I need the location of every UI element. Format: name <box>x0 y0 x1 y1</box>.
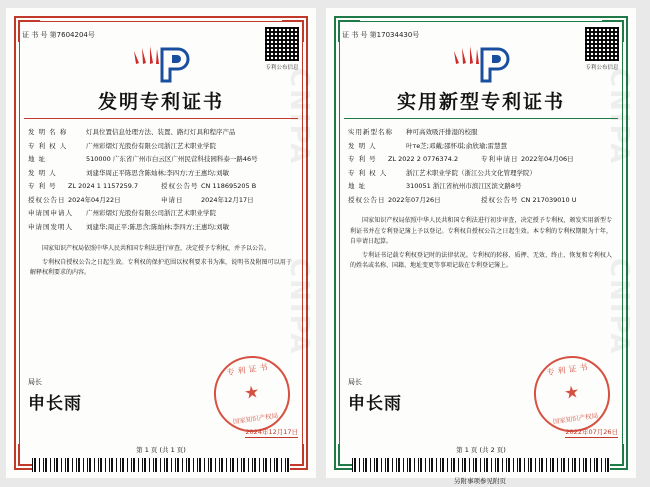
certificate-number: 证 书 号 第17034430号 <box>342 31 420 39</box>
field-label: 授权公告号 <box>161 182 199 191</box>
field-label: 实用新型名称 <box>348 128 393 136</box>
field-value: 2024年12月17日 <box>201 195 254 204</box>
qr-code-icon[interactable] <box>264 26 300 62</box>
watermark-cnipa: CNIPA <box>604 258 634 356</box>
seal-date: 2022年07月26日 <box>565 428 618 436</box>
field-row <box>28 222 294 232</box>
seal-bottom-text: 国家知识产权局 <box>232 411 279 426</box>
field-row <box>348 195 614 205</box>
field-value: 310051 浙江省杭州市滨江区滨文路8号 <box>406 182 522 191</box>
star-icon: ★ <box>242 382 261 404</box>
field-row <box>348 168 614 178</box>
qr-code-label: 专利公布信息 <box>265 65 299 71</box>
barcode <box>352 458 610 472</box>
field-row <box>28 154 294 164</box>
field-value: ZL 2024 1 1157259.7 <box>68 182 139 191</box>
signature-name: 申长雨 <box>348 394 402 414</box>
field-row <box>348 154 614 164</box>
field-label: 专利申请日 <box>481 155 519 164</box>
page-number: 第 1 页 (共 1 页) <box>136 446 186 454</box>
field-value: 2024年04月22日 <box>68 195 121 204</box>
field-row <box>28 181 294 191</box>
title-divider <box>24 118 298 119</box>
field-row <box>28 141 294 151</box>
certificate-title: 发明专利证书 <box>97 91 224 113</box>
watermark-cnipa: CNIPA <box>604 68 634 166</box>
star-icon: ★ <box>562 382 581 404</box>
certificate-fields <box>22 127 300 232</box>
field-label: 地 址 <box>348 182 367 191</box>
field-row <box>348 127 614 137</box>
field-value: 灯具位置信息处理方法、装置、路灯灯具和程序产品 <box>86 128 236 136</box>
field-value: 2022年07月26日 <box>388 195 441 204</box>
legal-note-paragraph: 专利权自授权公告之日起生效。专利权的保护范围以权利要求书为准，说明书及附图可以用于解释权利要求的内容。 <box>30 258 292 276</box>
field-label: 专 利 号 <box>348 155 377 164</box>
legal-note <box>22 236 300 279</box>
certificate-number: 证 书 号 第7604204号 <box>22 31 95 39</box>
seal-top-text: 专利证书 <box>546 362 592 378</box>
field-value: CN 118695205 B <box>201 182 257 191</box>
field-label: 发 明 人 <box>348 141 377 150</box>
legal-note-paragraph: 专利证书记载专利权登记时的法律状况。专利权的转移、质押、无效、终止、恢复和专利权人的姓名或名称、国籍、地址变更等事项记载在专利登记簿上。 <box>350 251 612 270</box>
signature-name: 申长雨 <box>28 394 82 414</box>
seal-top-text: 专利证书 <box>226 362 272 378</box>
field-label: 专 利 权 人 <box>28 141 68 150</box>
field-label: 申请国申请人 <box>28 209 73 218</box>
field-label: 专 利 号 <box>28 182 57 191</box>
cnipa-logo-icon <box>342 45 620 85</box>
certificate-fields <box>342 127 620 205</box>
field-label: 地 址 <box>28 155 47 164</box>
field-label: 发 明 名 称 <box>28 128 68 136</box>
qr-code-label: 专利公布信息 <box>585 65 619 71</box>
field-value: ZL 2022 2 0776374.2 <box>388 155 459 164</box>
seal-date: 2024年12月17日 <box>245 428 298 436</box>
field-label: 授权公告日 <box>28 195 66 204</box>
field-row <box>348 181 614 191</box>
seal-bottom-text: 国家知识产权局 <box>552 411 599 426</box>
watermark-cnipa: CNIPA <box>284 68 314 166</box>
signature-block <box>28 377 82 414</box>
field-label: 专 利 权 人 <box>348 168 388 177</box>
under-sheet-note: 另附事项参见附页 <box>454 477 506 485</box>
field-label: 授权公告号 <box>481 195 519 204</box>
certificate-title: 实用新型专利证书 <box>396 91 565 113</box>
field-value: 广州彩熠灯光股份有限公司浙江艺术职业学院 <box>86 209 216 218</box>
field-value: 2022年04月06日 <box>521 155 574 164</box>
patent-certificate-utility-model <box>326 8 636 478</box>
field-row <box>28 195 294 205</box>
legal-note <box>342 208 620 271</box>
field-value: 广州彩熠灯光股份有限公司浙江艺术职业学院 <box>86 141 216 150</box>
field-value: CN 217039010 U <box>521 195 577 204</box>
signature-label: 局长 <box>28 378 42 386</box>
field-row <box>348 141 614 151</box>
qr-code-icon[interactable] <box>584 26 620 62</box>
field-row <box>28 208 294 218</box>
field-value: 刘建华周正平陈思含陈灿林;李四方;方王惠均;刘敏 <box>86 168 230 177</box>
field-label: 发 明 人 <box>28 168 57 177</box>
field-value: 刘建华;周正平;陈思含;陈灿林;李四方;王惠均;刘敏 <box>86 222 230 231</box>
legal-note-paragraph: 国家知识产权局依照中华人民共和国专利法进行初步审查，决定授予专利权，颁发实用新型专利证书并在专利登记簿上予以登记。专利权自授权公告之日起生效。本专利的专利权期限为十年，自申请日起算。 <box>350 217 612 245</box>
signature-block <box>348 377 402 414</box>
field-row <box>28 127 294 137</box>
watermark-cnipa: CNIPA <box>284 258 314 356</box>
field-value: 种可高效吸汗排湿的校服 <box>406 128 478 136</box>
cnipa-logo-icon <box>22 45 300 85</box>
title-divider <box>344 118 618 119</box>
field-label: 授权公告日 <box>348 195 386 204</box>
legal-note-paragraph: 国家知识产权局依照中华人民共和国专利法进行审查，决定授予专利权，并予以公告。 <box>42 244 271 252</box>
signature-label: 局长 <box>348 378 362 386</box>
field-value: 浙江艺术职业学院（浙江公共文化管理学院） <box>406 168 536 177</box>
page-number: 第 1 页 (共 2 页) <box>456 446 506 454</box>
barcode <box>32 458 290 472</box>
field-value: 叶те芝;邓戴;邵怀琪;俞欣瑜;雷慧慧 <box>406 141 508 150</box>
field-row <box>28 168 294 178</box>
field-label: 申请国发明人 <box>28 222 73 231</box>
field-label: 申请日 <box>161 195 184 204</box>
patent-certificate-invention <box>6 8 316 478</box>
field-value: 510000 广东省广州市白云区广州民营科技园科泰一路46号 <box>86 155 258 164</box>
